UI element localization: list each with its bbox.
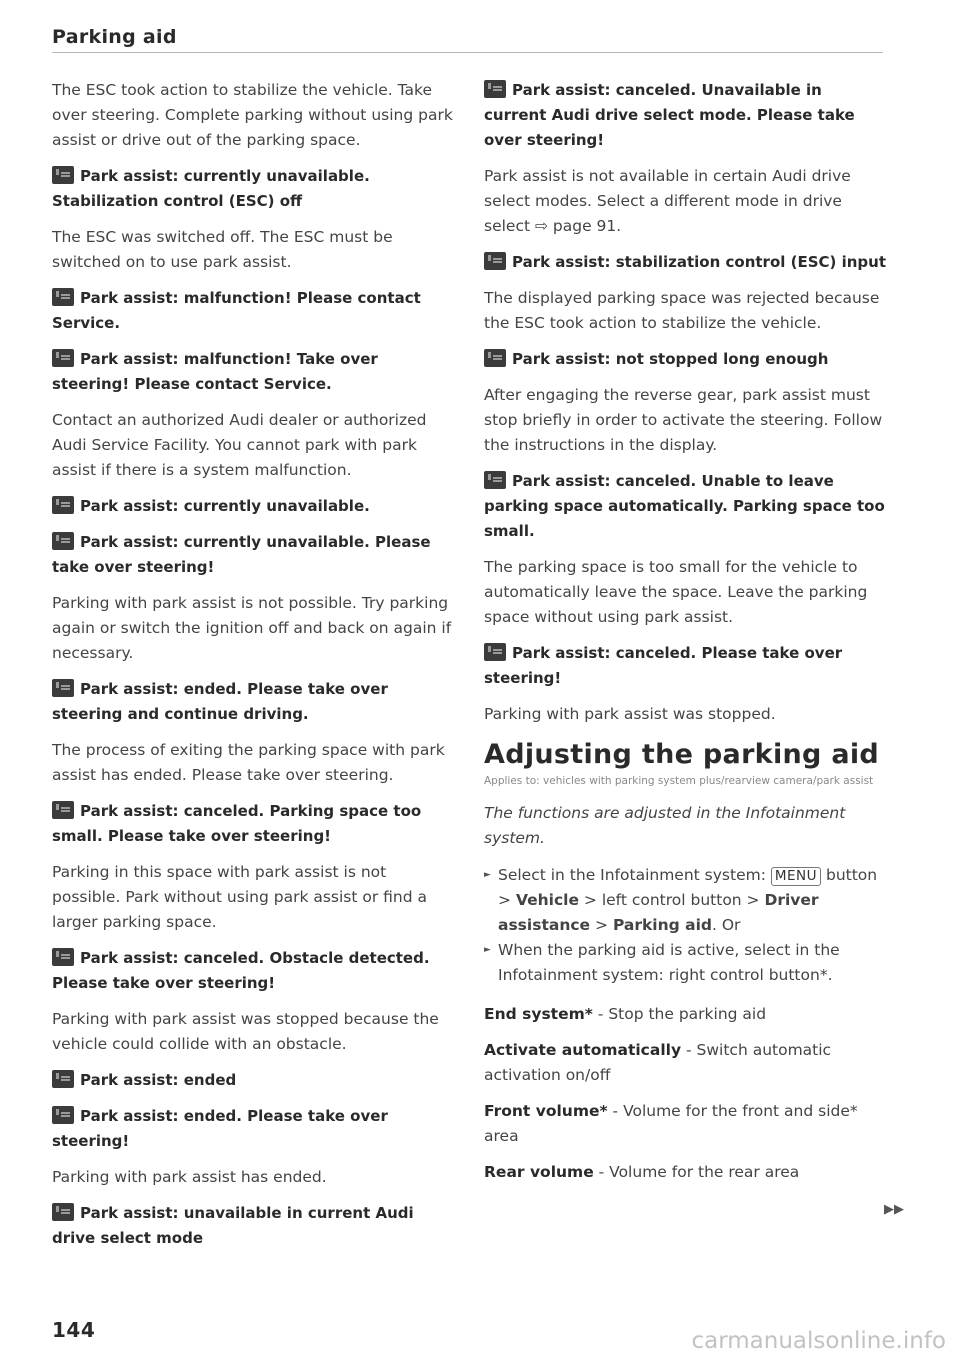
warning-message-text: Park assist: canceled. Unavailable in current Audi drive select mode. Please take over steering! bbox=[484, 81, 855, 149]
description-text: The parking space is too small for the vehicle to automatically leave the space. Leave the parking space without using park assist. bbox=[484, 558, 868, 626]
warning-message bbox=[52, 946, 454, 996]
warning-message bbox=[52, 1201, 454, 1251]
warning-message-text: Park assist: malfunction! Please contact Service. bbox=[52, 289, 421, 332]
park-assist-warning-icon bbox=[52, 948, 74, 966]
description-paragraph bbox=[52, 1007, 454, 1057]
park-assist-warning-icon bbox=[52, 679, 74, 697]
watermark: carmanualsonline.info bbox=[691, 1328, 946, 1354]
warning-message bbox=[52, 1068, 454, 1093]
warning-message-text: Park assist: ended. Please take over steering and continue driving. bbox=[52, 680, 388, 723]
step1-parking-aid: Parking aid bbox=[612, 916, 712, 934]
setting-option-name: Front volume* bbox=[484, 1102, 608, 1120]
warning-message bbox=[52, 799, 454, 849]
warning-message bbox=[484, 347, 886, 372]
step1-driver-assistance: Driver assistance bbox=[498, 891, 819, 934]
left-column bbox=[52, 78, 454, 1262]
instruction-step-1 bbox=[484, 863, 886, 938]
setting-option bbox=[484, 1002, 886, 1027]
park-assist-warning-icon bbox=[484, 349, 506, 367]
warning-message-text: Park assist: canceled. Please take over steering! bbox=[484, 644, 843, 687]
warning-message-text: Park assist: currently unavailable. bbox=[80, 497, 370, 515]
description-paragraph bbox=[484, 555, 886, 630]
warning-message-text: Park assist: malfunction! Take over steering! Please contact Service. bbox=[52, 350, 378, 393]
setting-option-description: - Stop the parking aid bbox=[597, 1005, 767, 1023]
description-paragraph bbox=[52, 591, 454, 666]
setting-option-name: End system* bbox=[484, 1005, 593, 1023]
park-assist-warning-icon bbox=[484, 80, 506, 98]
description-paragraph bbox=[484, 286, 886, 336]
warning-message-text: Park assist: currently unavailable. Please take over steering! bbox=[52, 533, 431, 576]
description-paragraph bbox=[52, 860, 454, 935]
description-paragraph bbox=[484, 164, 886, 239]
description-text: Parking in this space with park assist is not possible. Park without using park assist or find a larger parking space. bbox=[52, 863, 428, 931]
description-text: Parking with park assist is not possible. Try parking again or switch the ignition off and back on again if necessary. bbox=[52, 594, 452, 662]
warning-message bbox=[52, 164, 454, 214]
description-text: Park assist is not available in certain Audi drive select modes. Select a different mode in drive select ⇨ page 91. bbox=[484, 167, 851, 235]
setting-option bbox=[484, 1099, 886, 1149]
warning-message-text: Park assist: canceled. Unable to leave parking space automatically. Parking space too small. bbox=[484, 472, 885, 540]
section-intro: The functions are adjusted in the Infotainment system. bbox=[484, 804, 846, 847]
right-column bbox=[484, 78, 886, 1196]
warning-message bbox=[484, 78, 886, 153]
description-paragraph bbox=[52, 1165, 454, 1190]
warning-message-text: Park assist: canceled. Parking space too small. Please take over steering! bbox=[52, 802, 422, 845]
description-text: Contact an authorized Audi dealer or authorized Audi Service Facility. You cannot park with park assist if there is a system malfunction. bbox=[52, 411, 427, 479]
description-paragraph bbox=[52, 738, 454, 788]
step1-post: . Or bbox=[712, 916, 741, 934]
description-text: The ESC took action to stabilize the vehicle. Take over steering. Complete parking without using park assist or drive out of the parking space. bbox=[52, 81, 453, 149]
warning-message-text: Park assist: stabilization control (ESC) input bbox=[512, 253, 887, 271]
warning-message-text: Park assist: unavailable in current Audi drive select mode bbox=[52, 1204, 414, 1247]
description-text: Parking with park assist was stopped because the vehicle could collide with an obstacle. bbox=[52, 1010, 439, 1053]
step1-mid2: > left control button > bbox=[583, 891, 760, 909]
warning-message bbox=[52, 494, 454, 519]
warning-message bbox=[52, 286, 454, 336]
setting-option-description: - Volume for the rear area bbox=[598, 1163, 800, 1181]
warning-message-text: Park assist: canceled. Obstacle detected. Please take over steering! bbox=[52, 949, 430, 992]
continue-arrow-icon: ▶▶ bbox=[884, 1202, 904, 1217]
instruction-step-2: ► When the parking aid is active, select in the Infotainment system: right control button*. bbox=[484, 938, 886, 988]
description-text: Parking with park assist has ended. bbox=[52, 1168, 327, 1186]
step1-sep: > bbox=[595, 916, 608, 934]
park-assist-warning-icon bbox=[52, 496, 74, 514]
step1-mid1: button > bbox=[498, 866, 878, 909]
warning-message bbox=[52, 347, 454, 397]
park-assist-warning-icon bbox=[52, 532, 74, 550]
warning-message bbox=[484, 469, 886, 544]
right-message-list bbox=[484, 78, 886, 727]
warning-message-text: Park assist: currently unavailable. Stabilization control (ESC) off bbox=[52, 167, 370, 210]
park-assist-warning-icon bbox=[52, 1070, 74, 1088]
setting-option bbox=[484, 1038, 886, 1088]
description-paragraph bbox=[52, 225, 454, 275]
step1-vehicle: Vehicle bbox=[515, 891, 579, 909]
setting-option-name: Rear volume bbox=[484, 1163, 594, 1181]
park-assist-warning-icon bbox=[52, 349, 74, 367]
warning-message bbox=[52, 677, 454, 727]
warning-message bbox=[52, 1104, 454, 1154]
park-assist-warning-icon bbox=[52, 288, 74, 306]
warning-message-text: Park assist: not stopped long enough bbox=[512, 350, 829, 368]
description-paragraph bbox=[52, 408, 454, 483]
settings-option-list bbox=[484, 1002, 886, 1185]
warning-message bbox=[484, 641, 886, 691]
applies-to-note: Applies to: vehicles with parking system plus/rearview camera/park assist bbox=[484, 775, 874, 787]
description-text: After engaging the reverse gear, park assist must stop briefly in order to activate the steering. Follow the instructions in the display. bbox=[484, 386, 883, 454]
park-assist-warning-icon bbox=[52, 1106, 74, 1124]
description-paragraph bbox=[52, 78, 454, 153]
park-assist-warning-icon bbox=[52, 166, 74, 184]
park-assist-warning-icon bbox=[484, 252, 506, 270]
section-title: Adjusting the parking aid bbox=[484, 739, 880, 770]
menu-key: MENU bbox=[771, 867, 821, 886]
step1-pre: Select in the Infotainment system: bbox=[498, 866, 766, 884]
description-text: The displayed parking space was rejected because the ESC took action to stabilize the vehicle. bbox=[484, 289, 880, 332]
description-text: Parking with park assist was stopped. bbox=[484, 705, 776, 723]
description-paragraph bbox=[484, 383, 886, 458]
setting-option-description: - Volume for the front and side* area bbox=[484, 1102, 858, 1145]
setting-option-description: - Switch automatic activation on/off bbox=[484, 1041, 832, 1084]
description-paragraph bbox=[484, 702, 886, 727]
park-assist-warning-icon bbox=[484, 643, 506, 661]
description-text: The ESC was switched off. The ESC must be switched on to use park assist. bbox=[52, 228, 393, 271]
warning-message-text: Park assist: ended bbox=[80, 1071, 237, 1089]
setting-option bbox=[484, 1160, 886, 1185]
warning-message-text: Park assist: ended. Please take over steering! bbox=[52, 1107, 388, 1150]
description-text: The process of exiting the parking space with park assist has ended. Please take over steering. bbox=[52, 741, 445, 784]
header-divider bbox=[52, 52, 883, 53]
park-assist-warning-icon bbox=[52, 801, 74, 819]
page-header-title: Parking aid bbox=[52, 26, 177, 48]
setting-option-name: Activate automatically bbox=[484, 1041, 682, 1059]
park-assist-warning-icon bbox=[484, 471, 506, 489]
page-number: 144 bbox=[52, 1318, 96, 1342]
warning-message bbox=[484, 250, 886, 275]
warning-message bbox=[52, 530, 454, 580]
park-assist-warning-icon bbox=[52, 1203, 74, 1221]
